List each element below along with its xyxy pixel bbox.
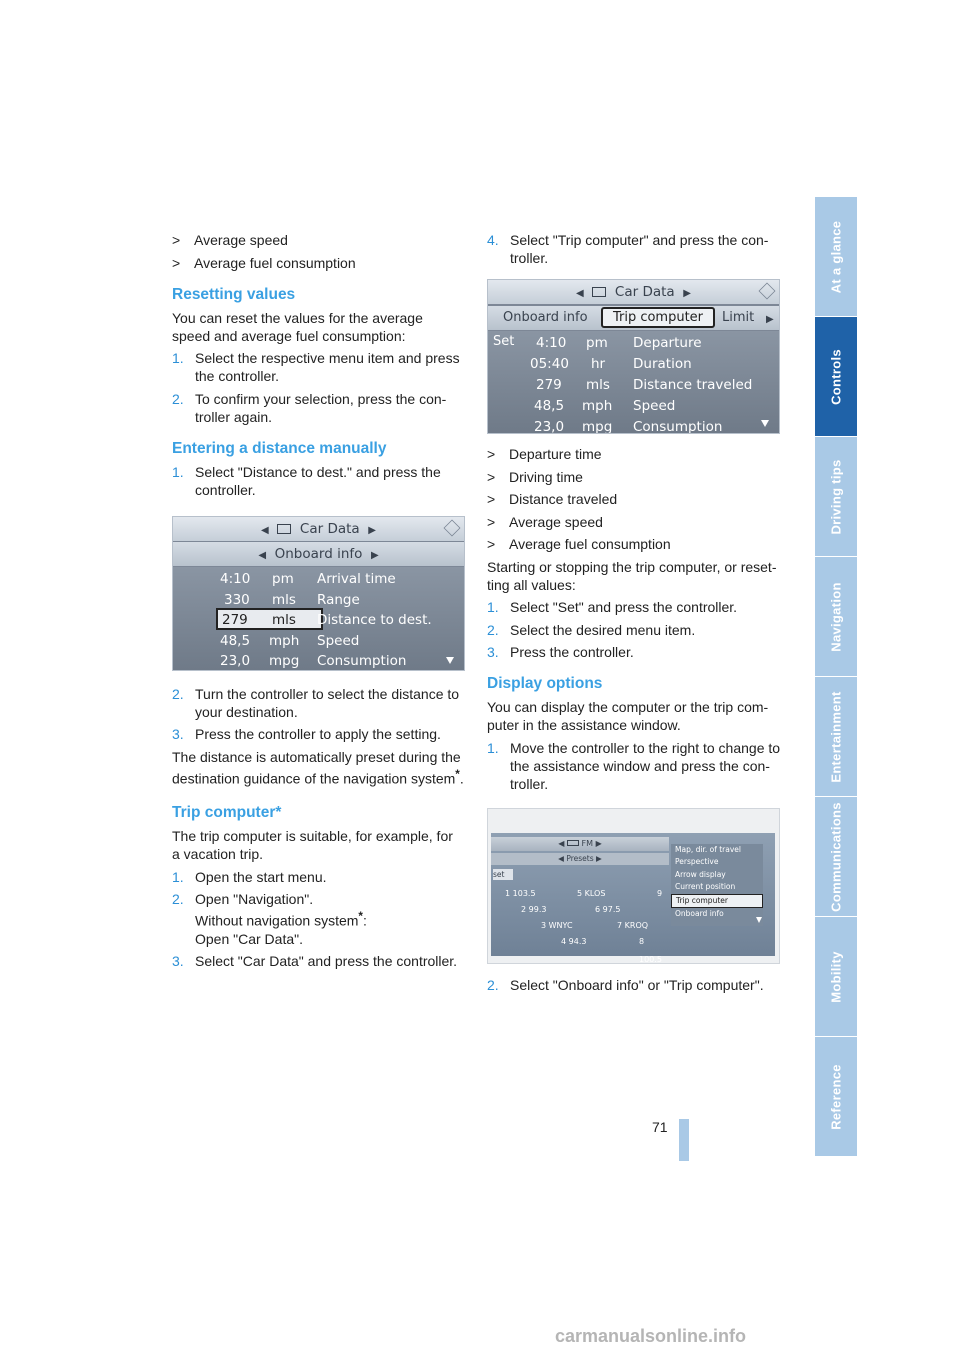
tab-mobility[interactable]: Mobility <box>815 917 857 1036</box>
screen-rows <box>173 567 464 670</box>
paragraph: You can display the computer or the trip computer in the assistance window. <box>487 699 769 733</box>
step-item: 3. Select "Car Data" and press the controller. <box>172 953 458 970</box>
screen-title-bar: ◀ Car Data ▶ <box>488 280 779 304</box>
car-data-screen <box>172 516 465 671</box>
menu-item: Map, dir. of travel <box>675 844 741 854</box>
page-number: 71 <box>652 1119 668 1135</box>
scroll-down-icon <box>756 917 762 923</box>
step-item: 1. Open the start menu. <box>172 868 327 885</box>
screen-row: 48,5 mph Speed <box>220 632 360 649</box>
station-list: 1 103.5 5 KLOS 9 2 99.3 6 97.5 3 WNYC 7 KROQ 4 94.3 8 100.5 <box>505 888 663 964</box>
screen-title: Car Data <box>299 520 360 537</box>
assistance-menu <box>671 844 763 926</box>
menu-item: Current position <box>675 882 736 891</box>
page-marker <box>679 1119 689 1161</box>
heading-entering-distance: Entering a distance manually <box>172 439 387 457</box>
screen-row: 23,0 mpg Consumption <box>220 652 407 669</box>
scroll-down-icon <box>446 657 454 664</box>
radio-icon <box>567 840 579 846</box>
trip-computer-screen <box>487 279 780 434</box>
left-column <box>172 231 464 975</box>
step-item: 4. Select "Trip computer" and press the controller. <box>487 232 769 266</box>
tab-communications[interactable]: Communications <box>815 797 857 916</box>
step-item: 2. Open "Navigation". Without navigation system*: Open "Car Data". <box>172 891 367 947</box>
bullet-item: > Average fuel consumption <box>487 536 671 552</box>
set-label: Set <box>493 334 515 349</box>
band-label: FM <box>581 838 594 848</box>
assistance-window-screen <box>487 808 780 964</box>
step-item: 2. To confirm your selection, press the controller again. <box>172 390 447 425</box>
paragraph: You can reset the values for the average speed and average fuel consumption: <box>172 309 423 344</box>
tab-limit: Limit <box>722 310 755 325</box>
step-item: 3. Press the controller. <box>487 644 634 660</box>
tab-controls[interactable]: Controls <box>815 317 857 436</box>
tab-reference[interactable]: Reference <box>815 1037 857 1156</box>
tab-bar <box>488 306 779 330</box>
right-column <box>487 231 781 998</box>
tab-navigation[interactable]: Navigation <box>815 557 857 676</box>
screen-sub-bar: ◀ Onboard info ▶ <box>173 542 464 566</box>
monitor-icon <box>592 287 606 297</box>
screen-title-bar: ◀ FM ▶ <box>491 837 669 851</box>
screen-row: 23,0 mpg Consumption <box>534 419 723 434</box>
screen-row: 05:40 hr Duration <box>530 356 692 372</box>
presets-label: Presets <box>566 853 594 863</box>
scroll-down-icon <box>761 420 769 427</box>
menu-item-selected: Trip computer <box>671 894 763 909</box>
screen-title-bar: ◀ Car Data ▶ <box>173 517 464 541</box>
step-item: 2. Select the desired menu item. <box>487 621 696 638</box>
step-item: 2. Turn the controller to select the distance to your destination. <box>172 685 460 720</box>
section-tabs <box>815 197 857 1157</box>
screen-rows <box>488 331 779 433</box>
step-item: 1. Select "Set" and press the controller. <box>487 599 738 615</box>
screen-row: 48,5 mph Speed <box>534 398 676 414</box>
bullet-item: > Average fuel consumption <box>172 254 356 271</box>
screen-row-selected: 279 mls Distance to dest. <box>222 611 432 628</box>
presets-bar: ◀ Presets ▶ <box>491 853 669 865</box>
set-cell: set <box>493 869 513 880</box>
menu-item: Onboard info <box>675 909 724 918</box>
monitor-icon <box>277 524 291 534</box>
menu-item: Arrow display <box>675 869 726 879</box>
step-item: 2. Select "Onboard info" or "Trip computer". <box>487 976 764 993</box>
screen-subtitle: Onboard info <box>274 545 363 562</box>
step-item: 3. Press the controller to apply the setting. <box>172 726 441 742</box>
step-item: 1. Select the respective menu item and press the controller. <box>172 350 460 384</box>
paragraph: Starting or stopping the trip computer, or resetting all values: <box>487 558 777 593</box>
screen-title: Car Data <box>614 284 675 300</box>
tab-next-icon: ▶ <box>766 314 774 325</box>
bullet-item: > Departure time <box>487 446 602 462</box>
paragraph: The trip computer is suitable, for example, for a vacation trip. <box>172 828 453 863</box>
tab-trip-computer: Trip computer <box>601 307 715 328</box>
tab-at-a-glance[interactable]: At a glance <box>815 197 857 316</box>
tab-driving-tips[interactable]: Driving tips <box>815 437 857 556</box>
screen-row: 330 mls Range <box>224 591 360 608</box>
bullet-item: > Driving time <box>487 468 583 485</box>
step-item: 1. Move the controller to the right to change to the assistance window and press the controller. <box>487 739 781 792</box>
tab-onboard-info: Onboard info <box>503 310 588 325</box>
screen-row: 279 mls Distance traveled <box>536 377 753 393</box>
watermark: carmanualsonline.info <box>555 1326 747 1346</box>
heading-trip-computer: Trip computer* <box>172 804 282 822</box>
bullet-item: > Average speed <box>172 232 288 248</box>
bullet-item: > Average speed <box>487 513 603 530</box>
screen-row: 4:10 pm Departure <box>536 335 702 351</box>
screen-row: 4:10 pm Arrival time <box>220 570 396 587</box>
bullet-item: > Distance traveled <box>487 491 618 507</box>
heading-resetting-values: Resetting values <box>172 285 296 303</box>
paragraph: The distance is automatically preset during the destination guidance of the navigation system*. <box>172 748 464 787</box>
step-item: 1. Select "Distance to dest." and press the controller. <box>172 463 441 498</box>
heading-display-options: Display options <box>487 675 603 692</box>
tab-entertainment[interactable]: Entertainment <box>815 677 857 796</box>
menu-item: Perspective <box>675 857 719 866</box>
